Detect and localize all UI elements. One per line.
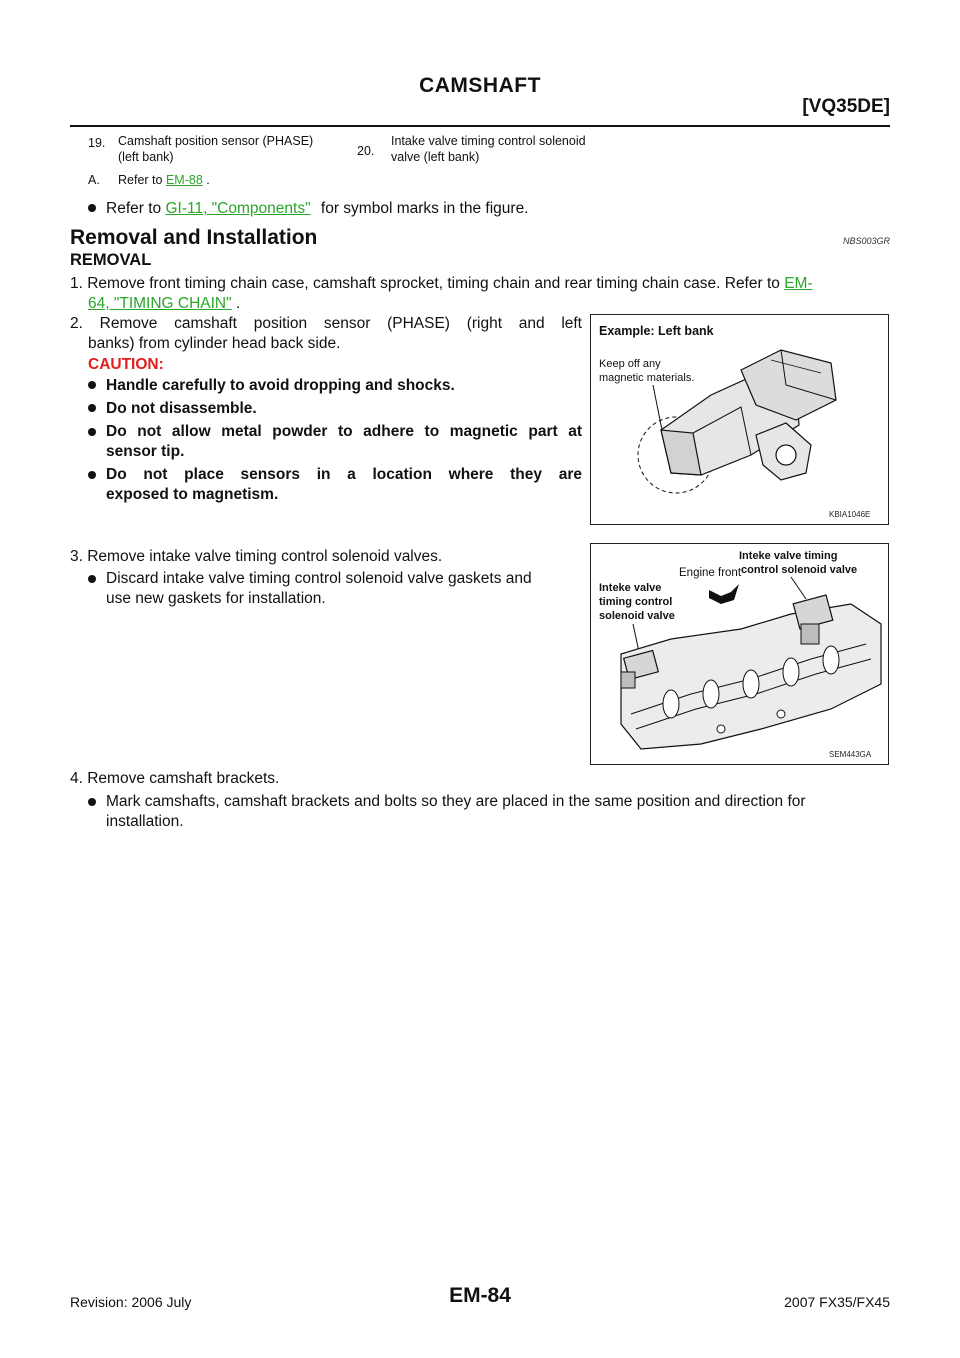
step-3: 3. Remove intake valve timing control solenoid valves.: [70, 548, 443, 565]
bullet-icon: [88, 575, 96, 583]
caution-list: Handle carefully to avoid dropping and shocks. Do not disassemble. Do not allow metal powder to adhere to magnetic part at sensor tip. Do not place sensors in a location where they are exposed to magnetism.: [88, 376, 582, 505]
step-2: 2. Remove camshaft position sensor (PHASE) (right and left banks) from cylinder head back side.: [70, 315, 582, 352]
solenoid-illustration: [591, 544, 888, 764]
bullet-icon: [88, 381, 96, 389]
step-4-bullet: Mark camshafts, camshaft brackets and bolts so they are placed in the same position and direction for installation.: [88, 792, 890, 832]
bullet-icon: [88, 471, 96, 479]
bullet-icon: [88, 404, 96, 412]
link-gi-11-components[interactable]: GI-11, "Components": [165, 200, 311, 217]
vehicle-model: 2007 FX35/FX45: [784, 1294, 890, 1310]
figure2-right-label-2: control solenoid valve: [741, 564, 858, 576]
bullet-icon: [88, 204, 96, 212]
legend-note-a: A. Refer to EM-88 .: [88, 173, 210, 187]
legend-item-19-num: 19.: [88, 136, 106, 150]
step-3-bullet: Discard intake valve timing control solenoid valve gaskets and use new gaskets for installation.: [88, 569, 582, 609]
figure1-callout-line1: Keep off any: [599, 358, 661, 370]
step-1: 1. Remove front timing chain case, camshaft sprocket, timing chain and rear timing chain case. Refer to EM- 64, "TIMING CHAIN" .: [70, 275, 813, 312]
bullet-icon: [88, 428, 96, 436]
step-4: 4. Remove camshaft brackets.: [70, 770, 280, 787]
bullet-icon: [88, 798, 96, 806]
link-em-64-timing-chain[interactable]: EM-: [784, 275, 813, 292]
link-em-88[interactable]: EM-88: [165, 173, 203, 187]
figure2-left-label-1: Inteke valve: [599, 582, 662, 594]
link-em-64-timing-chain-cont[interactable]: 64, "TIMING CHAIN": [88, 295, 232, 312]
section-code: NBS003GR: [842, 236, 890, 246]
caution-title: CAUTION:: [88, 356, 164, 373]
page-number: EM-84: [449, 1284, 511, 1307]
legend-item-19-text: Camshaft position sensor (PHASE) (left bank): [118, 134, 314, 164]
sensor-illustration: [591, 315, 888, 524]
legend-item-20-num: 20.: [357, 144, 375, 158]
figure2-left-label-2: timing control: [599, 596, 673, 608]
engine-model: [VQ35DE]: [802, 96, 890, 117]
legend-item-20-text: Intake valve timing control solenoid valve (left bank): [391, 134, 586, 164]
figure1-callout-line2: magnetic materials.: [599, 372, 695, 384]
section-subtitle: REMOVAL: [70, 251, 152, 269]
revision-date: Revision: 2006 July: [70, 1294, 192, 1310]
figure2-engine-front: Engine front: [679, 567, 742, 579]
figure-intake-valve-solenoid: [590, 543, 889, 765]
figure1-code: KBIA1046E: [829, 510, 871, 519]
header-rule: [70, 125, 890, 127]
figure2-right-label-1: Inteke valve timing: [739, 550, 838, 562]
figure2-code: SEM443GA: [829, 750, 872, 759]
page-title: CAMSHAFT: [419, 74, 541, 97]
section-title: Removal and Installation: [70, 226, 318, 249]
figure-camshaft-position-sensor: [590, 314, 889, 525]
figure1-title: Example: Left bank: [599, 324, 714, 338]
figure2-left-label-3: solenoid valve: [599, 610, 675, 622]
symbol-note: Refer to GI-11, "Components" for symbol marks in the figure.: [88, 200, 529, 218]
